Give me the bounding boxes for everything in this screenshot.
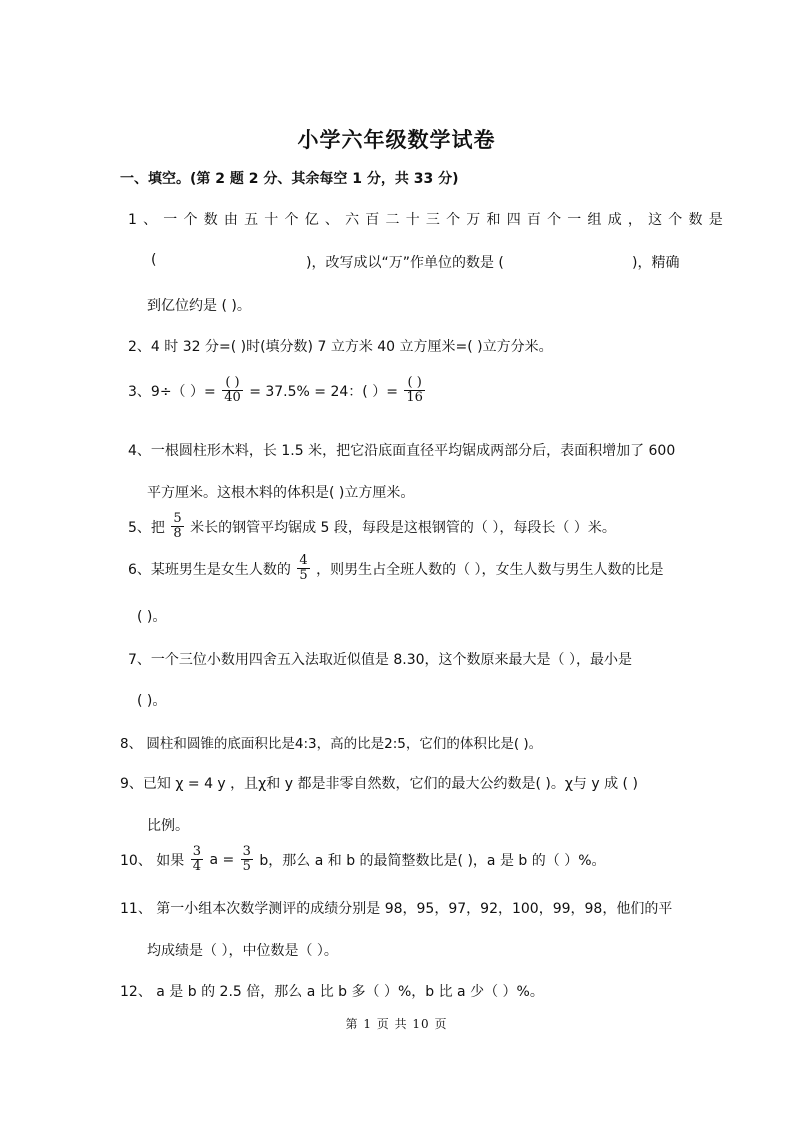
fraction-numerator: ( ) bbox=[404, 376, 425, 391]
question-1-line-3: 到亿位约是 ( )。 bbox=[147, 298, 251, 314]
question-11-line-2: 均成绩是（ ），中位数是（ ）。 bbox=[147, 943, 338, 959]
question-6-line-2: ( )。 bbox=[137, 609, 167, 625]
section-heading: 一、填空。(第 2 题 2 分、其余每空 1 分，共 33 分) bbox=[120, 171, 459, 187]
fraction-denominator: 40 bbox=[224, 390, 241, 406]
question-2: 2、4 时 32 分=( )时(填分数) 7 立方米 40 立方厘米=( )立方分米。 bbox=[128, 339, 553, 355]
question-9-line-2: 比例。 bbox=[147, 818, 189, 834]
question-1-line-2-end: )，精确 bbox=[632, 255, 680, 271]
question-3-fraction-2 bbox=[404, 376, 425, 406]
question-7-line-1: 7、一个三位小数用四舍五入法取近似值是 8.30，这个数原来最大是（ ），最小是 bbox=[128, 652, 632, 668]
question-11-line-1: 11、 第一小组本次数学测评的成绩分别是 98，95，97，92，100，99，98，他们的平 bbox=[120, 901, 673, 917]
question-1-line-1: 1、一个数由五十个亿、六百二十三个万和四百个一组成，这个数是 bbox=[128, 212, 729, 228]
fraction-denominator: 8 bbox=[173, 526, 182, 542]
question-3-part-a: 3、9÷（ ）= bbox=[128, 383, 216, 400]
question-10-part-c: b，那么 a 和 b 的最简整数比是( )，a 是 b 的（ ）%。 bbox=[259, 852, 606, 869]
fraction-numerator: 3 bbox=[242, 844, 251, 859]
question-6 bbox=[128, 554, 664, 584]
question-4-line-1: 4、一根圆柱形木料，长 1.5 米，把它沿底面直径平均锯成两部分后，表面积增加了 600 bbox=[128, 443, 676, 459]
page-number-footer: 第 1 页 共 10 页 bbox=[345, 1017, 448, 1031]
question-6-part-b: ，则男生占全班人数的（ ），女生人数与男生人数的比是 bbox=[316, 561, 664, 578]
question-6-fraction bbox=[297, 554, 309, 584]
question-6-part-a: 6、某班男生是女生人数的 bbox=[128, 561, 291, 578]
question-5-part-a: 5、把 bbox=[128, 519, 165, 536]
fraction-denominator: 4 bbox=[192, 859, 201, 875]
fraction-numerator: 3 bbox=[192, 844, 201, 859]
fraction-denominator: 5 bbox=[242, 859, 251, 875]
fraction-denominator: 5 bbox=[299, 568, 308, 584]
question-10-part-a: 10、 如果 bbox=[120, 852, 185, 869]
question-5-part-b: 米长的钢管平均锯成 5 段，每段是这根钢管的（ ），每段长（ ）米。 bbox=[190, 519, 616, 536]
question-5 bbox=[128, 512, 616, 542]
fraction-numerator: 5 bbox=[173, 511, 182, 526]
question-4-line-2: 平方厘米。这根木料的体积是( )立方厘米。 bbox=[147, 485, 415, 501]
question-10-part-b: a = bbox=[209, 851, 235, 868]
question-7-line-2: ( )。 bbox=[137, 693, 167, 709]
question-1-line-2: )，改写成以“万”作单位的数是 ( bbox=[306, 255, 504, 271]
fraction-numerator: 4 bbox=[299, 553, 308, 568]
fraction-denominator: 16 bbox=[406, 390, 423, 406]
question-9-line-1: 9、已知 χ = 4 y ，且χ和 y 都是非零自然数，它们的最大公约数是( )。χ与 y 成 ( ) bbox=[120, 776, 638, 792]
question-1-blank-open: ( bbox=[151, 252, 157, 268]
fraction-numerator: ( ) bbox=[222, 376, 243, 391]
question-10-fraction-1 bbox=[191, 845, 203, 875]
page-title: 小学六年级数学试卷 bbox=[297, 128, 496, 152]
question-8: 8、 圆柱和圆锥的底面积比是4:3，高的比是2:5，它们的体积比是( )。 bbox=[120, 736, 543, 752]
question-10-fraction-2 bbox=[241, 845, 253, 875]
question-3-fraction-1 bbox=[222, 376, 243, 406]
question-12: 12、 a 是 b 的 2.5 倍，那么 a 比 b 多（ ）%，b 比 a 少（ ）%。 bbox=[120, 984, 544, 1000]
question-3 bbox=[128, 376, 427, 406]
question-5-fraction bbox=[171, 512, 183, 542]
question-10 bbox=[120, 845, 606, 875]
question-3-part-b: = 37.5% = 24：( ）= bbox=[249, 383, 398, 400]
